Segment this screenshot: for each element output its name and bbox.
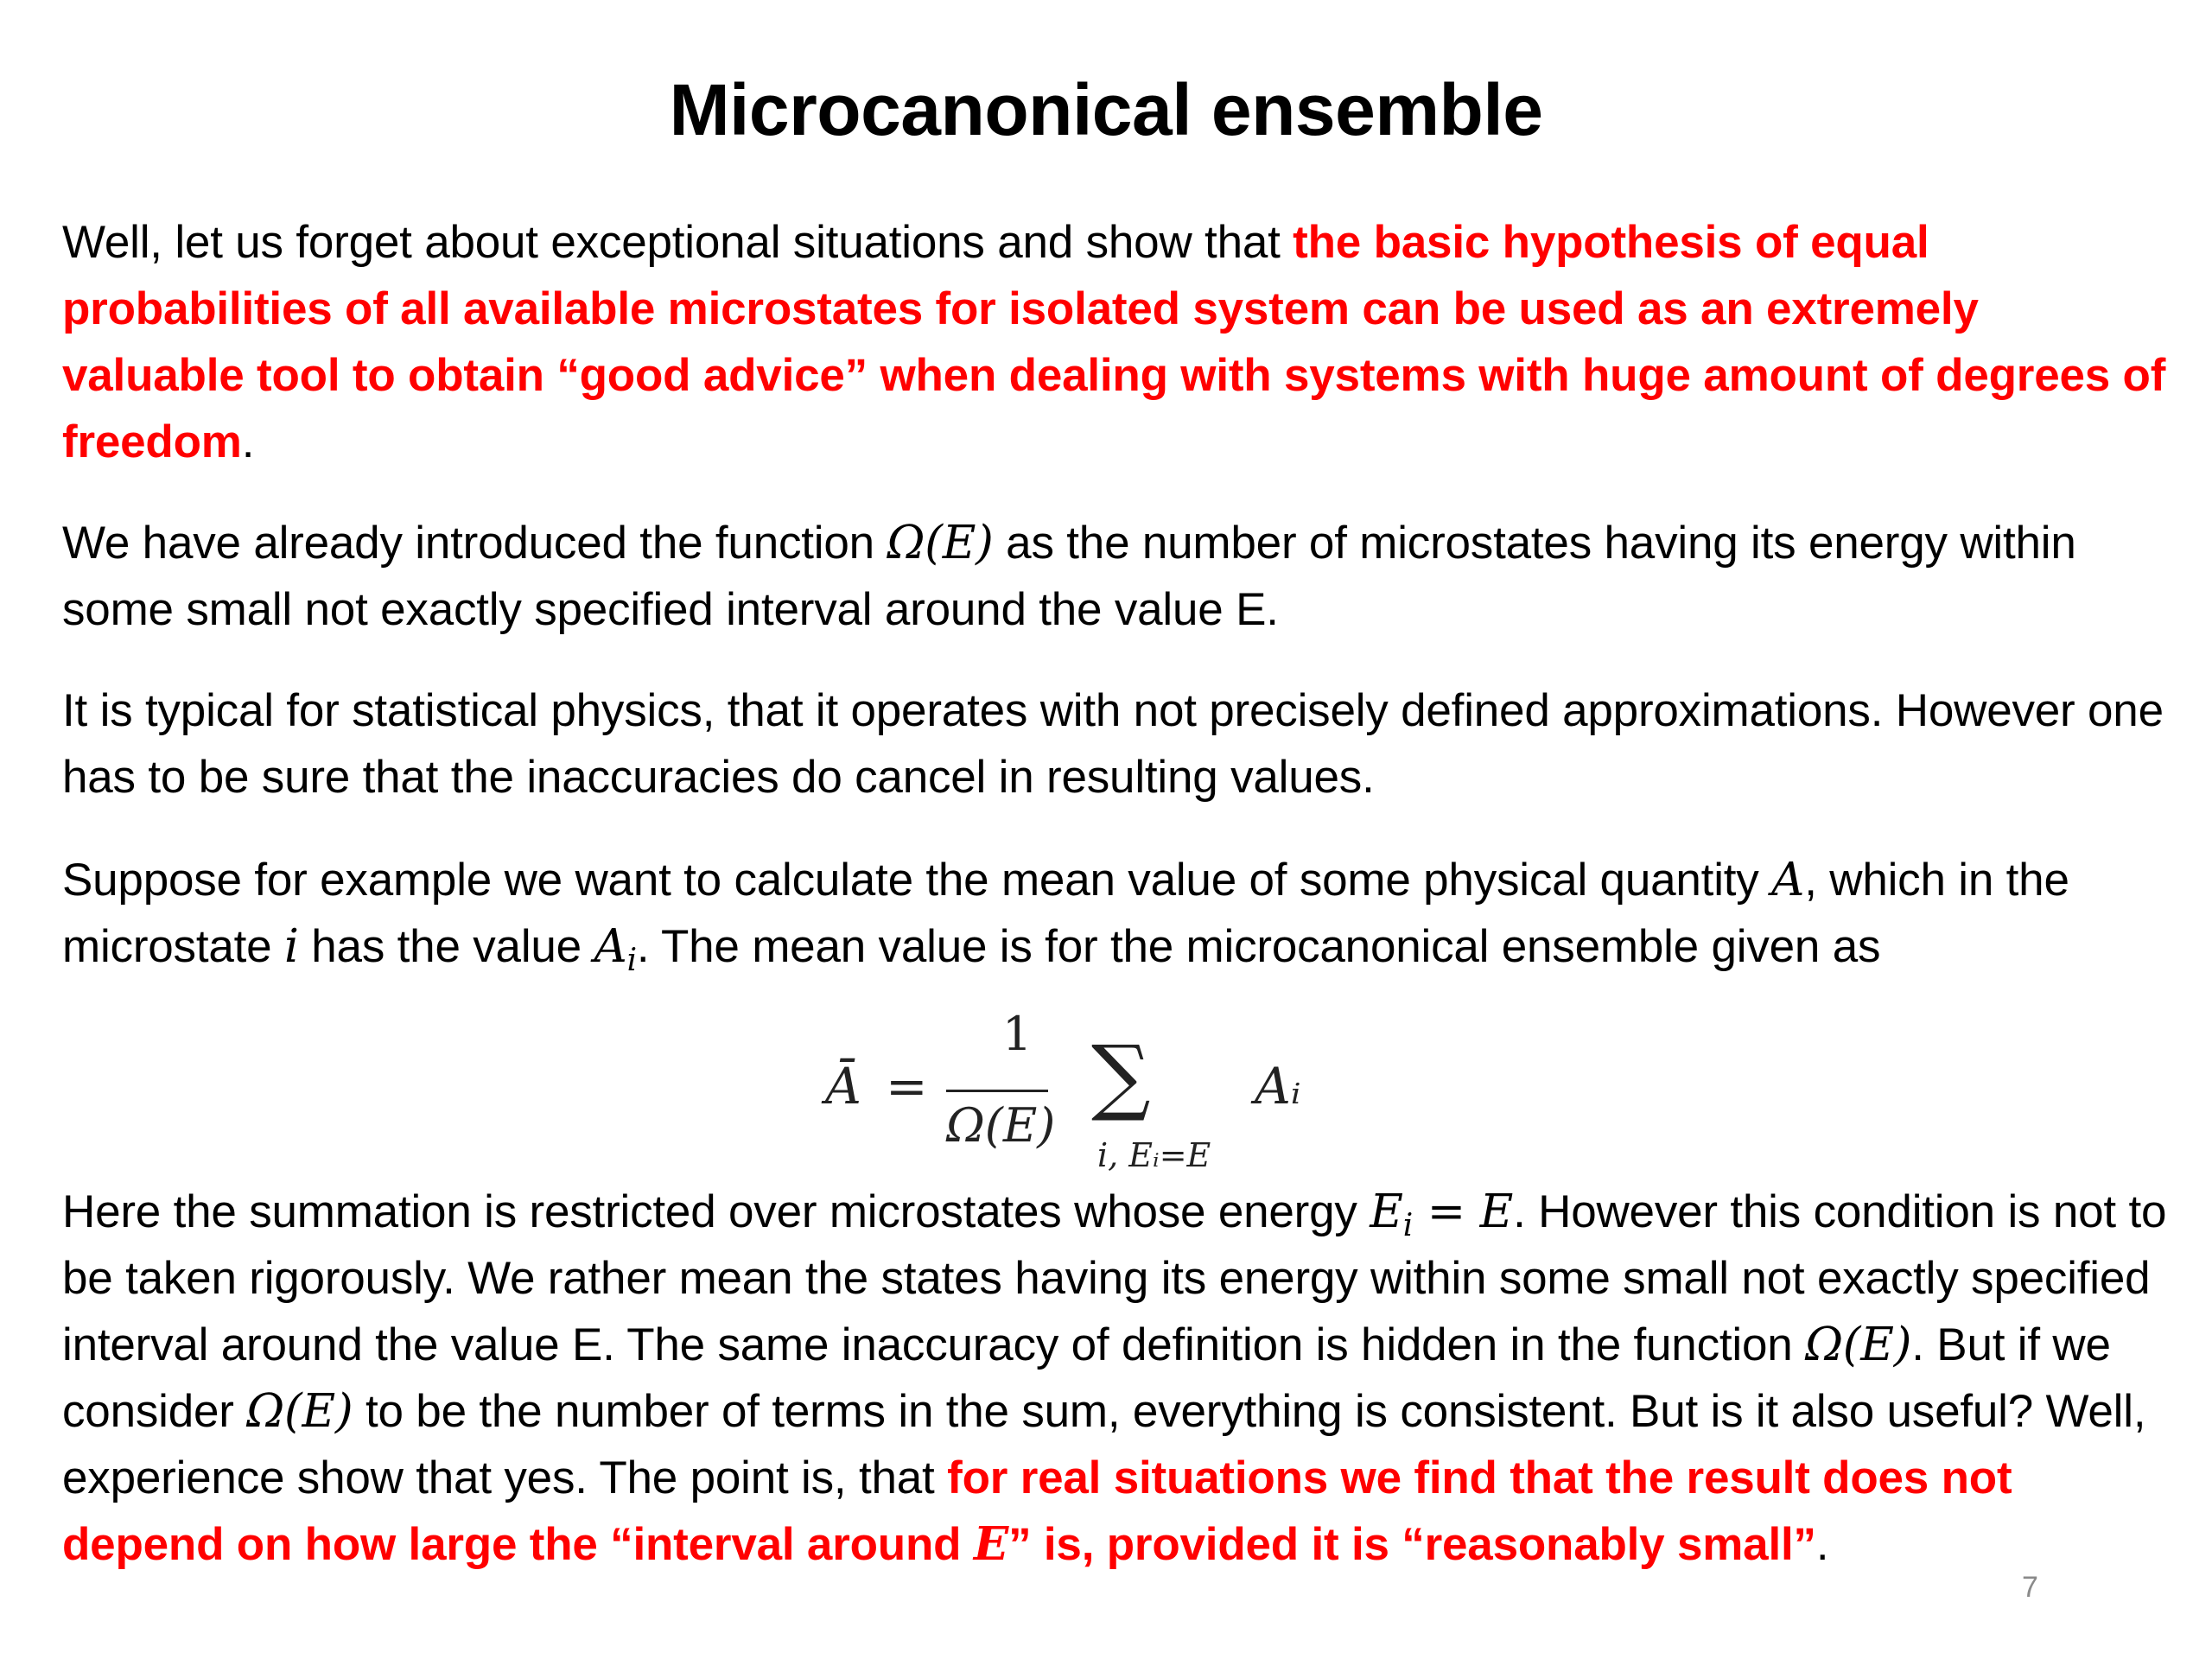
formula-denominator: Ω(E) [946,1098,1056,1153]
formula-equals: = [886,1057,928,1116]
text: , which in the microstate [62,855,2069,972]
text: Well, let us forget about exceptional situations and show that [62,217,1294,268]
text: . But if we consider [62,1319,2111,1437]
highlighted-text: for real situations we find that the result does not depend on how large the “interval around [62,1452,2012,1570]
math-subscript-i: i [626,943,637,978]
math-omega-e: Ω(E) [887,517,994,569]
page-number: 7 [2022,1571,2038,1604]
mean-value-formula [825,1007,1361,1188]
paragraph-omega-definition [62,510,2171,643]
math-a-i: A [594,920,627,973]
text: . [241,416,255,467]
paragraph-mean-value [62,847,2171,980]
slide-title: Microcanonical ensemble [669,69,1543,150]
math-e: E [1370,1185,1403,1238]
highlighted-text: the basic hypothesis of equal probabilities of all available microstates for isolated system can be used as an extremely valuable tool to obtain “good advice” when dealing with systems with huge amount of degrees of freedom [62,217,2166,467]
math-i: i [283,920,299,973]
text: Suppose for example we want to calculate the mean value of some physical quantity [62,855,1772,906]
summation-symbol: ∑ [1091,1027,1151,1124]
math-omega-e: Ω(E) [1805,1319,1912,1371]
math-a: A [1771,854,1805,906]
summation-subscript: i, Eᵢ=E [1097,1136,1211,1174]
fraction-bar [946,1090,1048,1092]
text: as the number of microstates having its energy within some small not exactly specified interval around the value E. [62,518,2076,635]
text: . [1815,1519,1829,1570]
formula-lhs: Ā [825,1057,861,1116]
text: to be the number of terms in the sum, everything is consistent. But is it also useful? Well, experience show that yes. The point is, that [62,1386,2146,1503]
text: Here the summation is restricted over microstates whose energy [62,1186,1370,1237]
paragraph-intro [62,209,2171,475]
text: . However this condition is not to be taken rigorously. We rather mean the states having its energy within some small not exactly specified interval around the value E. The same inaccuracy of definition is hidden in the function [62,1186,2167,1370]
text: has the value [298,921,594,972]
highlighted-math-e: E [973,1517,1009,1571]
text: . The mean value is for the microcanonical ensemble given as [636,921,1881,972]
math-equals-e: = E [1413,1185,1514,1238]
paragraph-summation [62,1179,2171,1578]
math-subscript-i: i [1402,1208,1414,1243]
formula-term: Aᵢ [1255,1057,1301,1116]
paragraph-approximations [62,677,2171,810]
formula-numerator: 1 [1002,1007,1033,1061]
text: It is typical for statistical physics, that it operates with not precisely defined approximations. However one has to be sure that the inaccuracies do cancel in resulting values. [62,685,2164,803]
text: We have already introduced the function [62,518,887,569]
math-omega-e: Ω(E) [246,1385,353,1438]
highlighted-text: ” is, provided it is “reasonably small” [1008,1519,1816,1570]
